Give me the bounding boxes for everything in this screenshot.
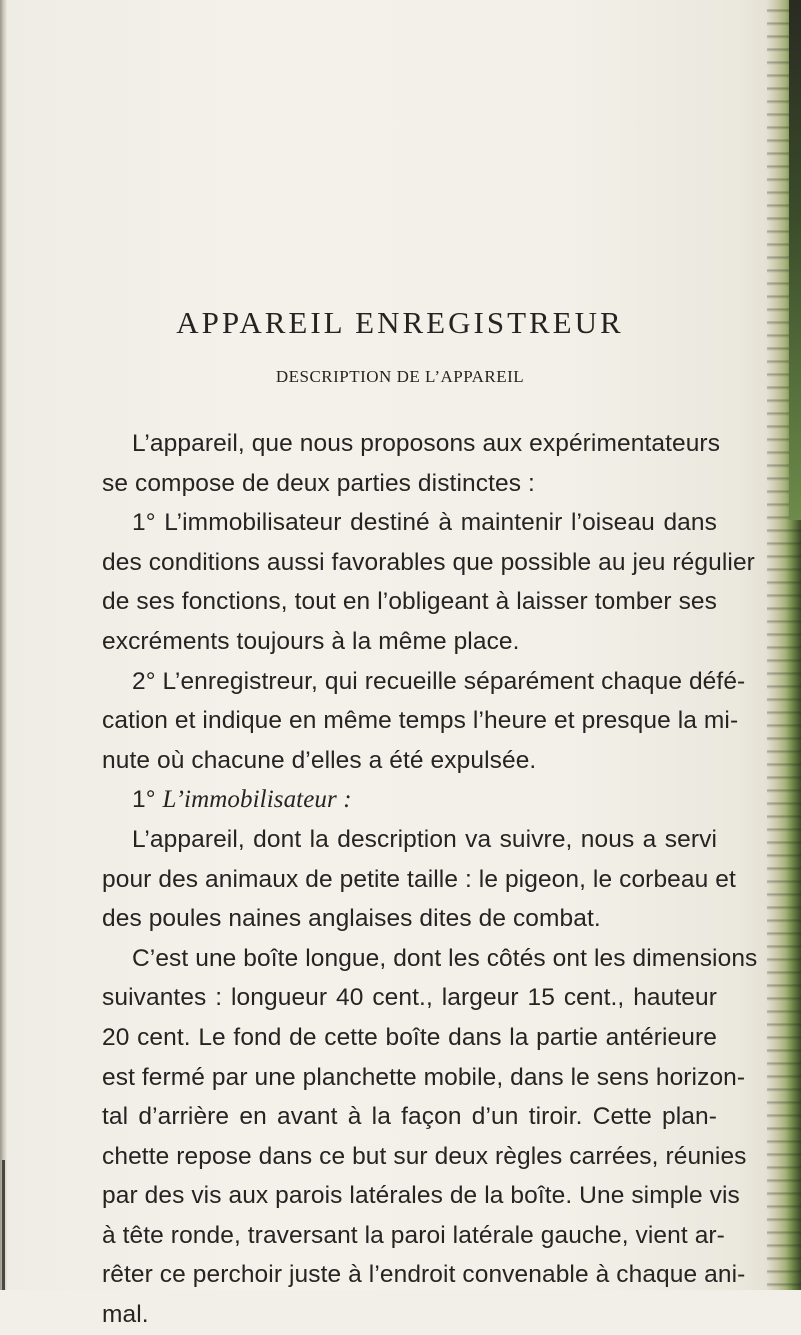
text-line: mal. [102, 1301, 149, 1329]
text-line: des poules naines anglaises dites de combat. [102, 905, 601, 933]
text-line: 1° L’immobilisateur destiné à maintenir l’oiseau dans [132, 509, 717, 537]
text-line: nute où chacune d’elles a été expulsée. [102, 746, 537, 774]
body-text [102, 424, 758, 1335]
text-line: rêter ce perchoir juste à l’endroit convenable à chaque ani- [102, 1261, 746, 1289]
section-heading: L’immobilisateur : [162, 786, 352, 814]
chapter-title: APPAREIL ENREGISTREUR [176, 304, 624, 340]
text-line: de ses fonctions, tout en l’obligeant à laisser tomber ses [102, 588, 717, 616]
section-number: 1° [132, 786, 156, 814]
text-line: chette repose dans ce but sur deux règles carrées, réunies [102, 1142, 747, 1170]
text-line: se compose de deux parties distinctes : [102, 469, 535, 497]
section-subtitle: DESCRIPTION DE L’APPAREIL [275, 367, 525, 386]
text-line: est fermé par une planchette mobile, dans le sens horizon- [102, 1063, 746, 1091]
text-line: 2° L’enregistreur, qui recueille séparément chaque défé- [132, 667, 746, 695]
section-heading-line [102, 780, 717, 820]
text-line: L’appareil, dont la description va suivre, nous a servi [132, 825, 717, 853]
text-line: des conditions aussi favorables que possible au jeu régulier [102, 548, 755, 576]
page-edge-stain [789, 0, 801, 520]
page-binding-edge [0, 0, 7, 1290]
binding-shadow [2, 1160, 5, 1290]
text-line: excréments toujours à la même place. [102, 627, 520, 655]
text-line: L’appareil, que nous proposons aux expérimentateurs [132, 430, 721, 457]
text-line: 20 cent. Le fond de cette boîte dans la partie antérieure [102, 1023, 717, 1051]
text-line: cation et indique en même temps l’heure et presque la mi- [102, 707, 739, 735]
text-line: suivantes : longueur 40 cent., largeur 15 cent., hauteur [102, 984, 717, 1012]
text-line: C’est une boîte longue, dont les côtés ont les dimensions [132, 944, 758, 972]
text-line: à tête ronde, traversant la paroi latérale gauche, vient ar- [102, 1221, 725, 1249]
text-line: tal d’arrière en avant à la façon d’un tiroir. Cette plan- [102, 1103, 717, 1131]
text-line: par des vis aux parois latérales de la boîte. Une simple vis [102, 1182, 740, 1210]
text-line: pour des animaux de petite taille : le pigeon, le corbeau et [102, 865, 736, 893]
